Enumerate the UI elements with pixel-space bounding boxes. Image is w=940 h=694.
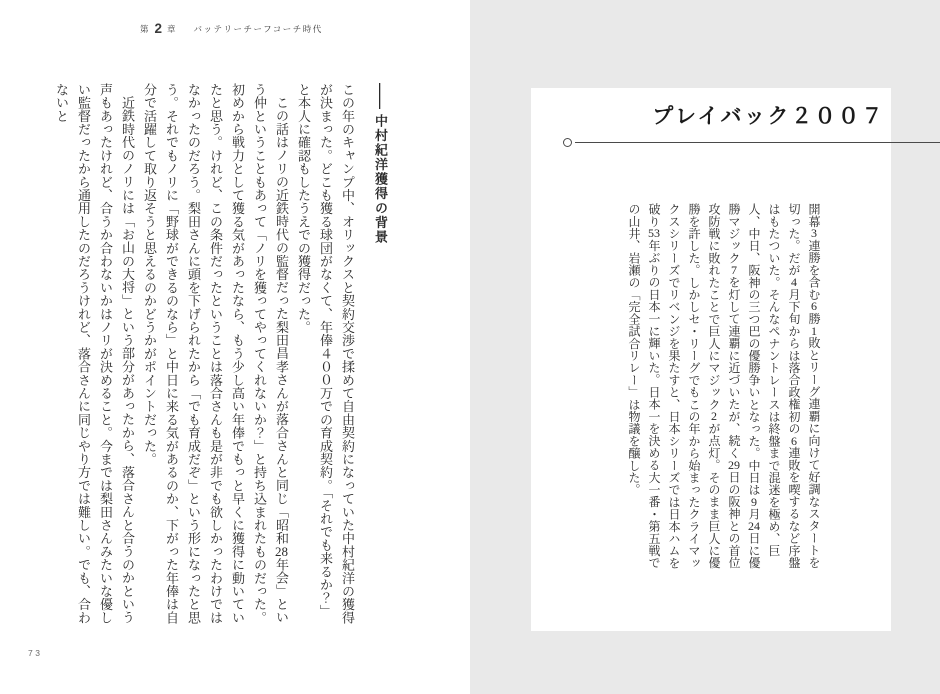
body-paragraph: この年のキャンプ中、オリックスと契約交渉で揉めて自由契約になっていた中村紀洋の獲得が決まった。どこも獲る球団がなくて、年俸４００万での育成契約。「それでも来るか？」と本人に確認もしたうえでの獲得だった。 <box>296 83 355 625</box>
chapter-header <box>140 21 323 36</box>
page-number: 73 <box>28 648 43 658</box>
body-paragraph: 近鉄時代のノリには「お山の大将」という部分があったから、落合さんと合うのかという声もあったけれど、合うか合わないかはノリが決めること。今までは梨田さんみたいな優しい監督だったから通用したのだろうけれど、落合さんに同じやり方では難しい。でも、合わないと <box>54 83 135 625</box>
playback-body-text: 開幕3連勝を含む6勝1敗とリーグ連覇に向けて好調なスタートを切った。だが4月下旬からは落合政権初の6連敗を喫するなど序盤はもたついた。そんなペナントレースは終盤まで混迷を極め、巨人、中日、阪神の三つ巴の優勝争いとなった。中日は9月24日に優勝マジック7を灯して連覇に近づいたが、続く29日の阪神との首位攻防戦に敗れたことで巨人にマジック2が点灯。そのまま巨人に優勝を許した。しかしセ・リーグでもこの年から始まったクライマックスシリーズでリベンジを果たすと、日本シリーズでは日本ハムを破り53年ぶりの日本一に輝いた。日本一を決める大一番・第五戦での山井、岩瀬の「完全試合リレー」は物議を醸した。 <box>627 203 821 569</box>
title-rule <box>575 142 940 143</box>
rule-end-circle-icon <box>563 138 572 147</box>
section-heading <box>358 83 391 628</box>
left-page-body <box>51 83 391 628</box>
body-paragraph: この話はノリの近鉄時代の監督だった梨田昌孝さんが落合さんと同じ「昭和28年会」という仲ということもあって「ノリを獲ってやってくれないか？」と持ち込まれたものだった。初めから戦力として獲る気があったなら、もう少し高い年俸でもっと早くに獲得に動いていたと思う。けれど、この条件だったということは落合さんも是が非でも欲しかったわけではなかったのだろう。梨田さんに頭を下げられたから「でも育成だぞ」という形になったと思う。それでもノリに「野球ができるのなら」と中日に来る気があるのか、下がった年俸は自分で活躍して取り返そうと思えるのかどうかがポイントだった。 <box>142 83 289 625</box>
playback-title: プレイバック２００７ <box>652 105 885 128</box>
chapter-prefix: 第 <box>140 23 150 34</box>
chapter-title: バッテリーチーフコーチ時代 <box>193 23 323 34</box>
section-heading-text: 中村紀洋獲得の背景 <box>373 114 388 245</box>
section-heading-dash: ―― <box>373 83 388 109</box>
chapter-number: 2 <box>154 21 163 36</box>
chapter-suffix: 章 <box>167 23 177 34</box>
